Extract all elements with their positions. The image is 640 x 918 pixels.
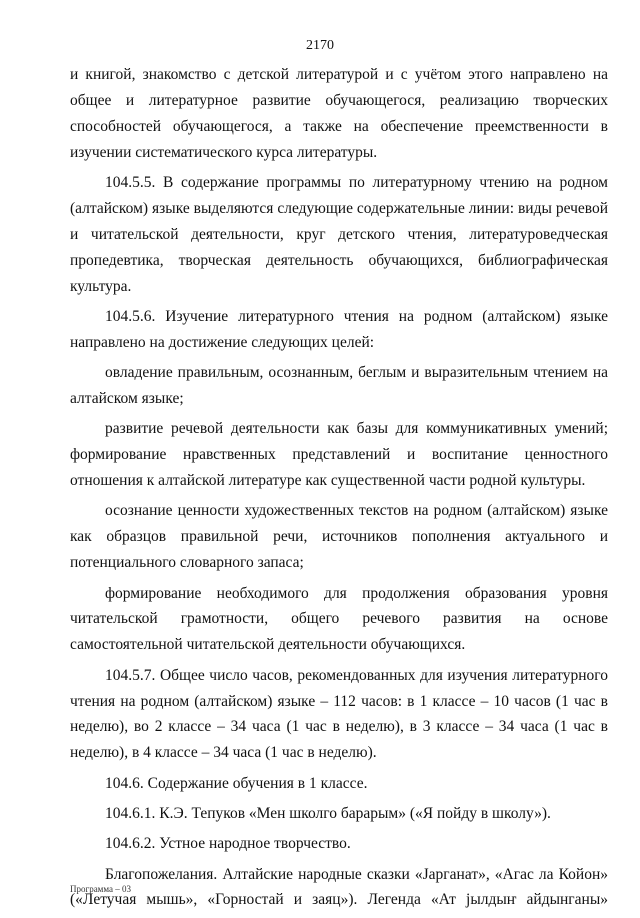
goal-item-texts: осознание ценности художественных текстов на родном (алтайском) языке как образцов правильной речи, источников пополнения актуального и потенциального словарного запаса;	[70, 502, 608, 572]
goal-item-speech: развитие речевой деятельности как базы для коммуникативных умений; формирование нравственных представлений и воспитание ценностного отношения к алтайской литературе как существенной части родной культуры.	[70, 420, 608, 490]
page-number: 2170	[306, 38, 334, 53]
paragraph-104-6-1: 104.6.1. К.Э. Тепуков «Мен школго барарым» («Я пойду в школу»).	[105, 804, 551, 822]
document-body	[70, 62, 608, 918]
paragraph-104-6: 104.6. Содержание обучения в 1 классе.	[105, 774, 368, 792]
goal-item-literacy: формирование необходимого для продолжения образования уровня читательской грамотности, общего речевого развития на основе самостоятельной читательской деятельности обучающихся.	[70, 584, 608, 654]
paragraph-104-5-6: 104.5.6. Изучение литературного чтения на родном (алтайском) языке направлено на достижение следующих целей:	[70, 307, 608, 351]
page-footer: Программа – 03	[70, 884, 132, 894]
paragraph-104-5-5: 104.5.5. В содержание программы по литературному чтению на родном (алтайском) языке выделяются следующие содержательные линии: виды речевой и читательской деятельности, круг детского чтения, литературоведческая пропедевтика, творческая деятельность обучающихся, библиографическая культура.	[70, 174, 608, 295]
paragraph-104-5-7: 104.5.7. Общее число часов, рекомендованных для изучения литературного чтения на родном (алтайском) языке – 112 часов: в 1 классе – 10 часов (1 час в неделю), во 2 классе – 34 часа (1 час в неделю), в 3 классе – 34 часа (1 час в неделю), в 4 классе – 34 часа (1 час в неделю).	[70, 666, 608, 762]
paragraph-intro-continuation: и книгой, знакомство с детской литературой и с учётом этого направлено на общее и литературное развитие обучающегося, реализацию творческих способностей обучающегося, а также на обеспечение преемственности в изучении систематического курса литературы.	[70, 66, 608, 161]
paragraph-folk-tales: Благопожелания. Алтайские народные сказки «Јарганат», «Агас ла Койон» («Летучая мышь», «Горностай и заяц»). Легенда «Ат јылдыҥ айдынганы»	[70, 865, 608, 909]
goal-item-reading: овладение правильным, осознанным, беглым и выразительным чтением на алтайском языке;	[70, 364, 608, 408]
paragraph-104-6-2: 104.6.2. Устное народное творчество.	[105, 835, 351, 853]
